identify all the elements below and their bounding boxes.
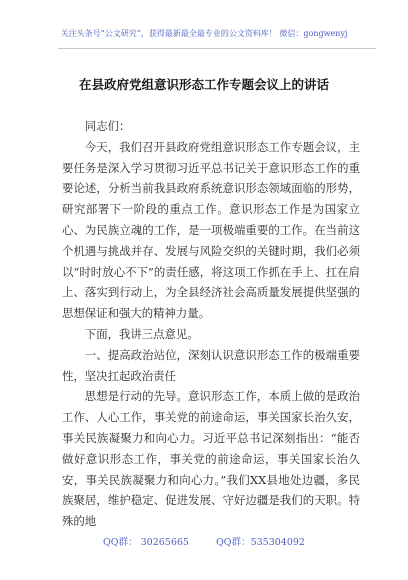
footer-qq-group-2: QQ群：535304092 xyxy=(216,537,305,548)
paragraph: 思想是行动的先导。意识形态工作，本质上做的是政治工作、人心工作，事关党的前途命运，事关国家长治久安，事关民族凝聚力和向心力。习近平总书记深刻指出：“能否做好意识形态工作，事关党的前途命运，事关国家长治久安，事关民族凝聚力和向心力。”我们XX县地处边疆，多民族聚居，维护稳定、促进发展、守好边疆是我们的天职。特殊的地 xyxy=(62,389,360,529)
header-banner: 关注头条号“公文研究”，获得最新最全最专业的公文资料库！ 微信：gongwenyj xyxy=(60,29,348,38)
footer-qq-group-1: QQ群： 30265665 xyxy=(103,537,189,548)
header-divider xyxy=(58,48,376,49)
salutation: 同志们： xyxy=(84,119,131,133)
paragraph: 下面，我讲三点意见。 xyxy=(84,326,199,341)
paragraph: 今天，我们召开县政府党组意识形态工作专题会议，主要任务是深入学习贯彻习近平总书记关于意识形态工作的重要论述，分析当前我县政府系统意识形态领域面临的形势，研究部署下一阶段的重点工作。意识形态工作是为国家立心、为民族立魂的工作，是一项极端重要的工作。在当前这个机遇与挑战并存、发展与风险交织的关键时期，我们必须以“时时放心不下”的责任感，将这项工作抓在手上、扛在肩上、落实到行动上，为全县经济社会高质量发展提供坚强的思想保证和强大的精神力量。 xyxy=(62,139,360,321)
document-title: 在县政府党组意识形态工作专题会议上的讲话 xyxy=(78,77,329,92)
footer xyxy=(0,534,408,548)
document-body xyxy=(62,116,360,532)
section-heading: 一、提高政治站位，深刻认识意识形态工作的极端重要性，坚决扛起政治责任 xyxy=(62,347,360,383)
